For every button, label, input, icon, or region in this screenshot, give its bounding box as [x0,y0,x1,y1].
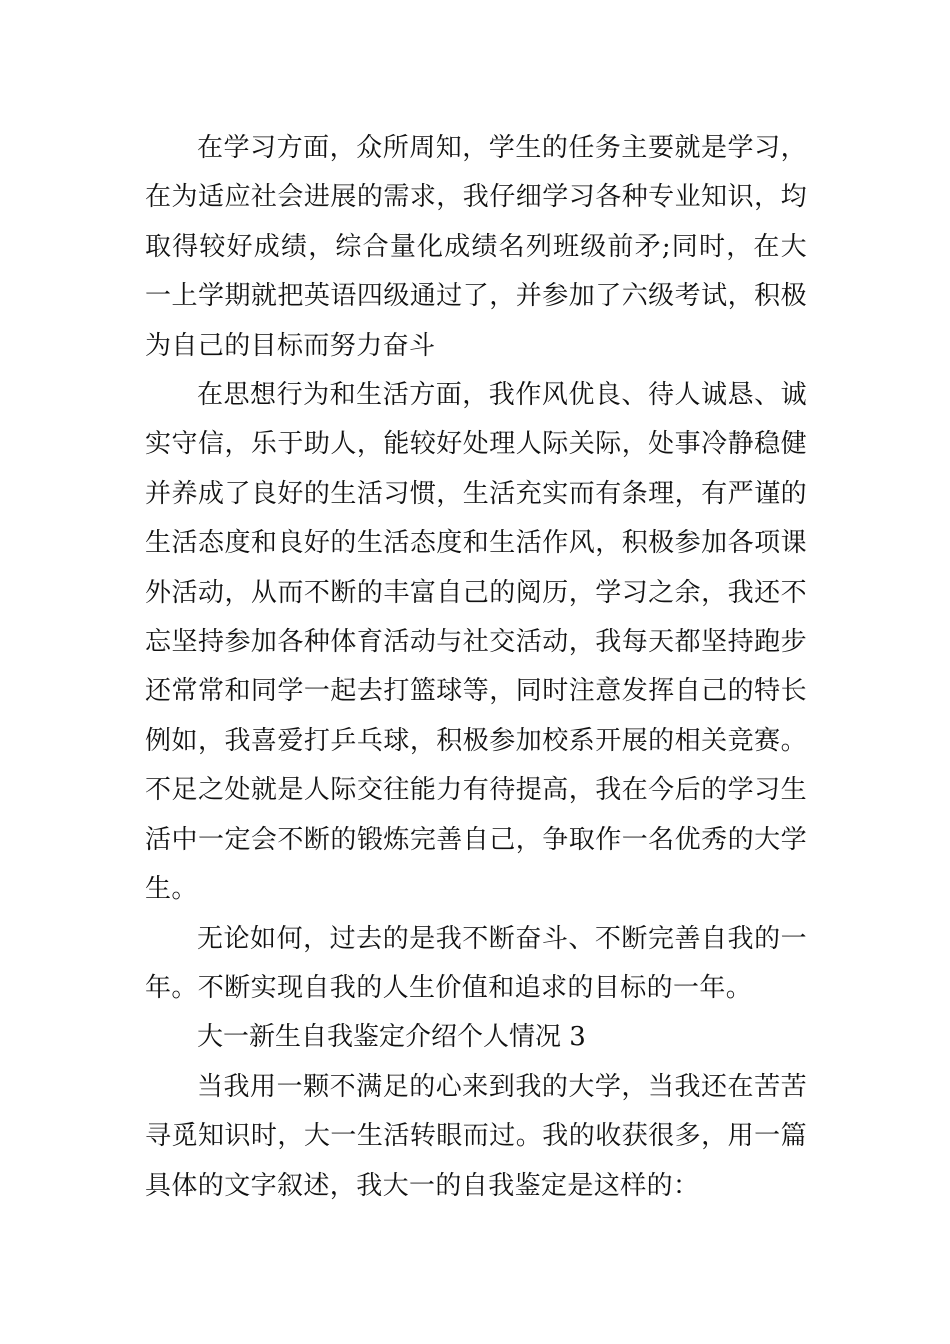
section-heading: 大一新生自我鉴定介绍个人情况 3 [197,1022,586,1053]
document-page [145,124,807,1211]
paragraph-study: 在学习方面，众所周知，学生的任务主要就是学习，在为适应社会进展的需求，我仔细学习各种专业知识，均取得较好成绩，综合量化成绩名列班级前矛;同时，在大一上学期就把英语四级通过了，并参加了六级考试，积极为自己的目标而努力奋斗 [145,133,807,361]
paragraph-summary: 无论如何，过去的是我不断奋斗、不断完善自我的一年。不断实现自我的人生价值和追求的目标的一年。 [145,923,807,1003]
paragraph-intro: 当我用一颗不满足的心来到我的大学，当我还在苦苦寻觅知识时，大一生活转眼而过。我的收获很多，用一篇具体的文字叙述，我大一的自我鉴定是这样的： [145,1071,807,1201]
paragraph-conduct-life: 在思想行为和生活方面，我作风优良、待人诚恳、诚实守信，乐于助人，能较好处理人际关际，处事冷静稳健并养成了良好的生活习惯，生活充实而有条理，有严谨的生活态度和良好的生活态度和生活作风，积极参加各项课外活动，从而不断的丰富自己的阅历，学习之余，我还不忘坚持参加各种体育活动与社交活动，我每天都坚持跑步还常常和同学一起去打篮球等，同时注意发挥自己的特长例如，我喜爱打乒乓球，积极参加校系开展的相关竞赛。不足之处就是人际交往能力有待提高，我在今后的学习生活中一定会不断的锻炼完善自己，争取作一名优秀的大学生。 [145,380,807,905]
